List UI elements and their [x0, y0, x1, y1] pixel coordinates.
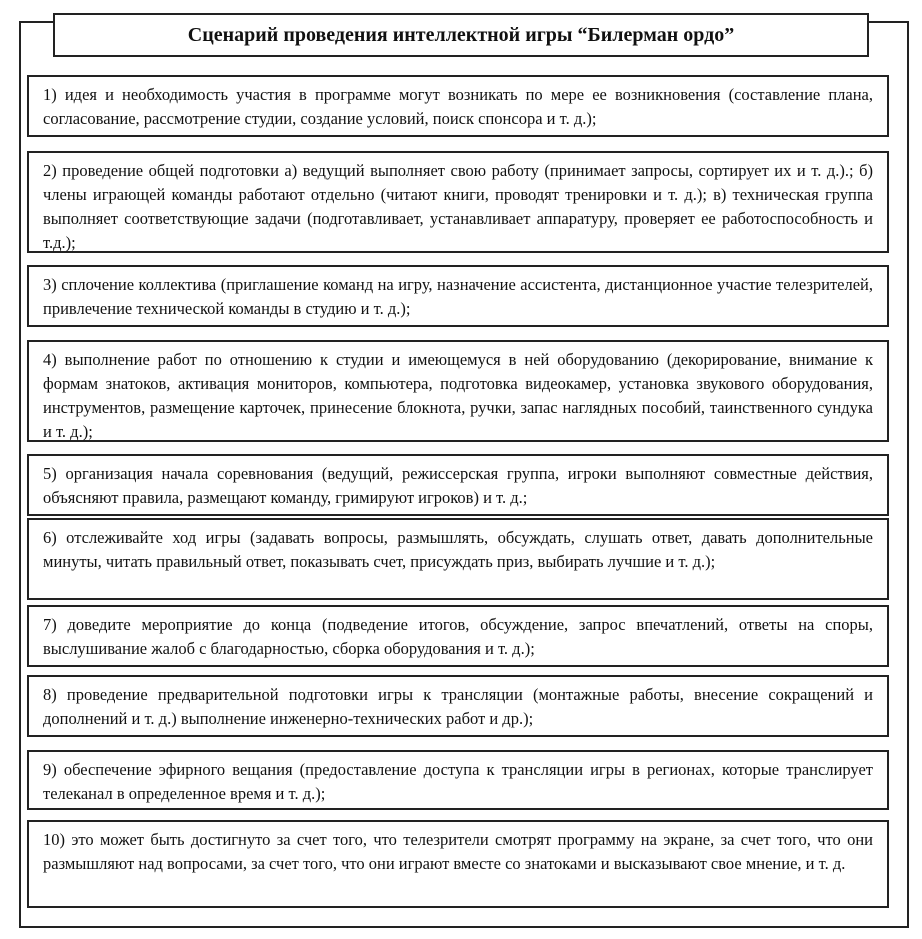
page-title: Сценарий проведения интеллектной игры “Билерман ордо”: [53, 13, 869, 57]
step-5: 5) организация начала соревнования (ведущий, режиссерская группа, игроки выполняют совместные действия, объясняют правила, размещают команду, гримируют игроков) и т. д.;: [27, 454, 889, 516]
step-7: 7) доведите мероприятие до конца (подведение итогов, обсуждение, запрос впечатлений, ответы на споры, выслушивание жалоб с благодарностью, сборка оборудования и т. д.);: [27, 605, 889, 667]
step-2: 2) проведение общей подготовки а) ведущий выполняет свою работу (принимает запросы, сортирует их и т. д.).; б) члены играющей команды работают отдельно (читают книги, проводят тренировки и т. д.); в) техническая группа выполняет соответствующие задачи (подготавливает, устанавливает аппаратуру, проверяет ее работоспособность и т.д.);: [27, 151, 889, 253]
step-9: 9) обеспечение эфирного вещания (предоставление доступа к трансляции игры в регионах, которые транслирует телеканал в определенное время и т. д.);: [27, 750, 889, 810]
step-1: 1) идея и необходимость участия в программе могут возникать по мере ее возникновения (составление плана, согласование, рассмотрение студии, создание условий, поиск спонсора и т. д.);: [27, 75, 889, 137]
step-3: 3) сплочение коллектива (приглашение команд на игру, назначение ассистента, дистанционное участие телезрителей, привлечение технической команды в студию и т. д.);: [27, 265, 889, 327]
step-6: 6) отслеживайте ход игры (задавать вопросы, размышлять, обсуждать, слушать ответ, давать дополнительные минуты, читать правильный ответ, показывать счет, присуждать приз, выбирать лучшие и т. д.);: [27, 518, 889, 600]
step-4: 4) выполнение работ по отношению к студии и имеющемуся в ней оборудованию (декорирование, внимание к формам знатоков, активация мониторов, компьютера, подготовка видеокамер, установка звукового оборудования, инструментов, размещение карточек, принесение блокнота, ручки, запас наглядных пособий, таинственного сундука и т. д.);: [27, 340, 889, 442]
step-10: 10) это может быть достигнуто за счет того, что телезрители смотрят программу на экране, за счет того, что они размышляют над вопросами, за счет того, что они играют вместе со знатоками и высказывают свое мнение, и т. д.: [27, 820, 889, 908]
step-8: 8) проведение предварительной подготовки игры к трансляции (монтажные работы, внесение сокращений и дополнений и т. д.) выполнение инженерно-технических работ и др.);: [27, 675, 889, 737]
